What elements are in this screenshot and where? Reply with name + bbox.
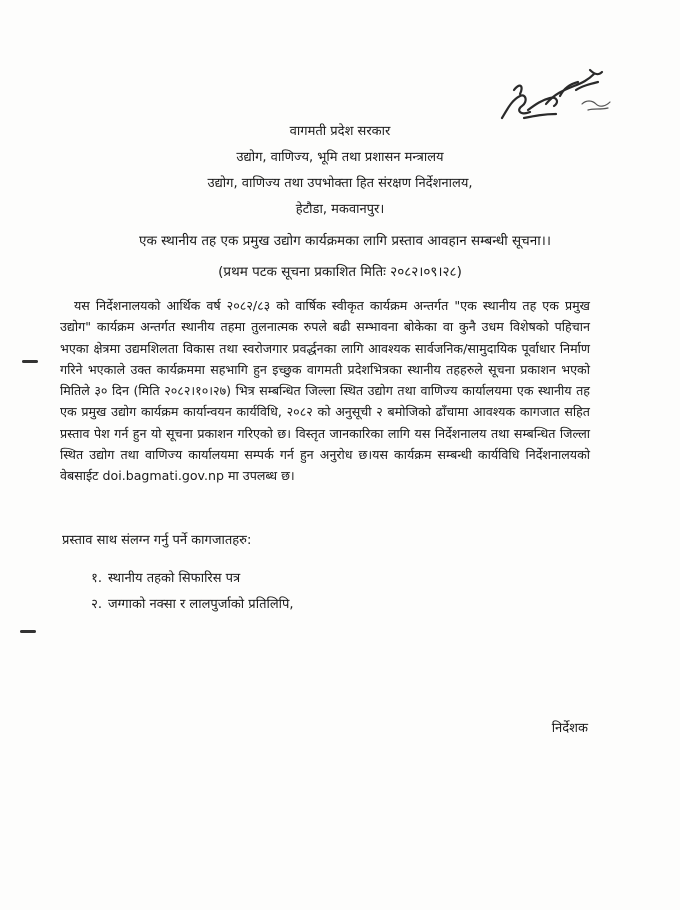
office-directorate-name: उद्योग, वाणिज्य तथा उपभोक्ता हित संरक्षण निर्देशनालय, (207, 176, 473, 191)
attachments-heading: प्रस्ताव साथ संलग्न गर्नु पर्ने कागजातहरु: (62, 533, 252, 548)
office-government-name: वागमती प्रदेश सरकार (289, 124, 391, 139)
margin-mark (20, 630, 36, 633)
list-item (78, 592, 294, 618)
notice-subject: एक स्थानीय तह एक प्रमुख उद्योग कार्यक्रमका लागि प्रस्ताव आवहान सम्बन्धी सूचना।। (139, 233, 551, 249)
list-item-text: स्थानीय तहको सिफारिस पत्र (108, 571, 241, 586)
office-ministry-name: उद्योग, वाणिज्य, भूमि तथा प्रशासन मन्त्रालय (236, 150, 444, 165)
list-item-text: जग्गाको नक्सा र लालपुर्जाको प्रतिलिपि, (108, 597, 294, 612)
attachments-list (78, 566, 294, 618)
list-item-number: १. (91, 571, 102, 586)
signatory-title: निर्देशक (551, 721, 588, 736)
notice-publication-date: (प्रथम पटक सूचना प्रकाशित मितिः २०८२।०९।२८) (218, 264, 462, 280)
office-address: हेटौडा, मकवानपुर। (295, 202, 385, 217)
list-item-number: २. (91, 597, 102, 612)
notice-body-paragraph: यस निर्देशनालयको आर्थिक वर्ष २०८२/८३ को वार्षिक स्वीकृत कार्यक्रम अन्तर्गत "एक स्थानीय तह एक प्रमुख उद्योग" कार्यक्रम अन्तर्गत स्थानीय तहमा तुलनात्मक रुपले बढी सम्भावना बोकेका वा कुनै उधम विशेषको पहिचान भएका क्षेत्रमा उद्यमशिलता विकास तथा स्वरोजगार प्रवर्द्धनका लागि आवश्यक सार्वजनिक/सामुदायिक पूर्वाधार निर्माण गरिने भएकाले उक्त कार्यक्रममा सहभागि हुन इच्छुक वागमती प्रदेशभित्रका स्थानीय तहहरुले सूचना प्रकाशन भएको मितिले ३० दिन (मिति २०८२।१०।२७) भित्र सम्बन्धित जिल्ला स्थित उद्योग तथा वाणिज्य कार्यालयमा एक स्थानीय तह एक प्रमुख उद्योग कार्यक्रम कार्यान्वयन कार्यविधि, २०८२ को अनुसूची २ बमोजिको ढाँचामा आवश्यक कागजात सहित प्रस्ताव पेश गर्न हुन यो सूचना प्रकाशन गरिएको छ। विस्तृत जानकारिका लागि यस निर्देशनालय तथा सम्बन्धित जिल्ला स्थित उद्योग तथा वाणिज्य कार्यालयमा सम्पर्क गर्न हुन अनुरोध छ।यस कार्यक्रम सम्बन्धी कार्यविधि निर्देशनालयको वेबसाईट doi.bagmati.gov.np मा उपलब्ध छ। (60, 298, 590, 484)
list-item (78, 566, 294, 592)
margin-mark (22, 360, 38, 363)
